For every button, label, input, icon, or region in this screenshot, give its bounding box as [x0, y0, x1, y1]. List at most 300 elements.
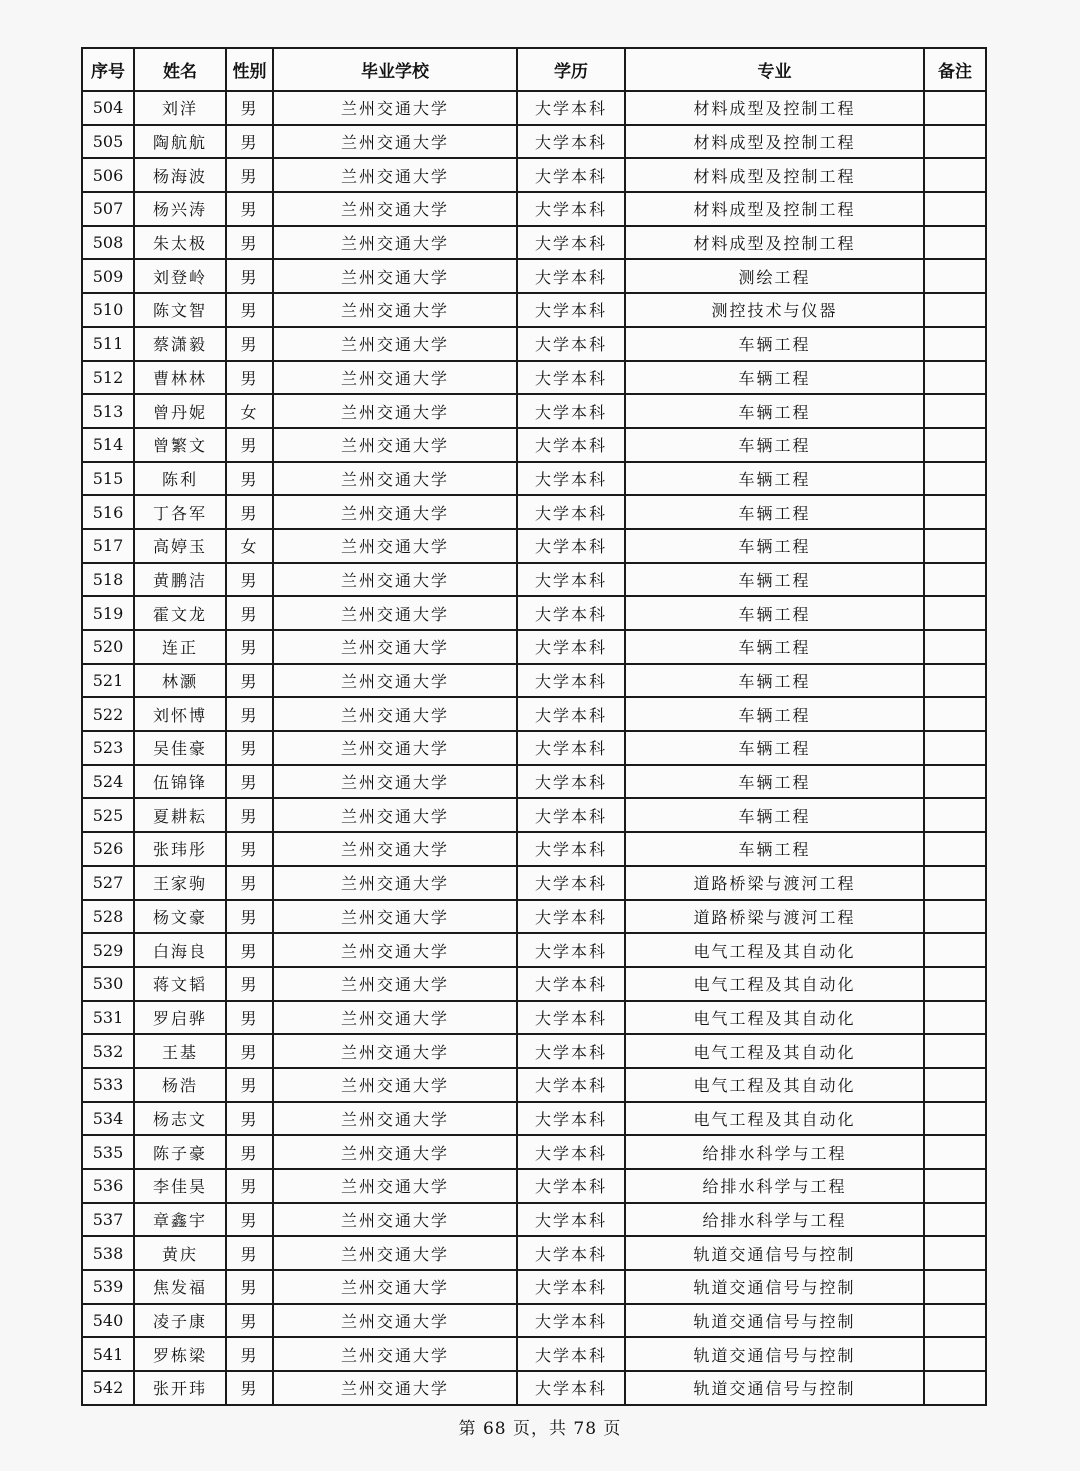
cell-name: 曾丹妮 — [134, 394, 226, 428]
table-row — [82, 293, 986, 327]
cell-school: 兰州交通大学 — [273, 798, 517, 832]
cell-major: 车辆工程 — [625, 832, 924, 866]
cell-index: 536 — [82, 1169, 134, 1203]
cell-remarks — [924, 765, 986, 799]
cell-degree: 大学本科 — [517, 462, 625, 496]
table-row — [82, 327, 986, 361]
cell-gender: 男 — [226, 293, 273, 327]
cell-gender: 男 — [226, 428, 273, 462]
cell-degree: 大学本科 — [517, 158, 625, 192]
table-row — [82, 731, 986, 765]
cell-index: 506 — [82, 158, 134, 192]
cell-school: 兰州交通大学 — [273, 125, 517, 159]
cell-index: 515 — [82, 462, 134, 496]
cell-major: 电气工程及其自动化 — [625, 1034, 924, 1068]
cell-degree: 大学本科 — [517, 259, 625, 293]
table-row — [82, 900, 986, 934]
cell-degree: 大学本科 — [517, 327, 625, 361]
cell-major: 车辆工程 — [625, 630, 924, 664]
page-number: 第 68 页，共 78 页 — [458, 1419, 622, 1439]
cell-major: 测控技术与仪器 — [625, 293, 924, 327]
cell-remarks — [924, 1135, 986, 1169]
cell-degree: 大学本科 — [517, 563, 625, 597]
cell-degree: 大学本科 — [517, 731, 625, 765]
cell-name: 张玮彤 — [134, 832, 226, 866]
cell-index: 524 — [82, 765, 134, 799]
table-row — [82, 361, 986, 395]
header-school: 毕业学校 — [273, 48, 517, 91]
cell-major: 车辆工程 — [625, 697, 924, 731]
cell-major: 车辆工程 — [625, 394, 924, 428]
table-row — [82, 832, 986, 866]
cell-gender: 男 — [226, 967, 273, 1001]
cell-remarks — [924, 563, 986, 597]
cell-school: 兰州交通大学 — [273, 900, 517, 934]
cell-remarks — [924, 697, 986, 731]
cell-degree: 大学本科 — [517, 1169, 625, 1203]
cell-major: 车辆工程 — [625, 327, 924, 361]
cell-school: 兰州交通大学 — [273, 226, 517, 260]
cell-school: 兰州交通大学 — [273, 630, 517, 664]
cell-school: 兰州交通大学 — [273, 832, 517, 866]
cell-school: 兰州交通大学 — [273, 1304, 517, 1338]
cell-major: 给排水科学与工程 — [625, 1203, 924, 1237]
cell-degree: 大学本科 — [517, 1371, 625, 1405]
cell-remarks — [924, 1068, 986, 1102]
cell-school: 兰州交通大学 — [273, 1236, 517, 1270]
cell-name: 杨文豪 — [134, 900, 226, 934]
cell-gender: 男 — [226, 226, 273, 260]
cell-school: 兰州交通大学 — [273, 259, 517, 293]
cell-index: 540 — [82, 1304, 134, 1338]
table-header-row — [82, 48, 986, 91]
cell-gender: 女 — [226, 394, 273, 428]
cell-index: 530 — [82, 967, 134, 1001]
cell-degree: 大学本科 — [517, 293, 625, 327]
table-row — [82, 428, 986, 462]
cell-degree: 大学本科 — [517, 630, 625, 664]
cell-degree: 大学本科 — [517, 697, 625, 731]
roster-table — [81, 47, 987, 1406]
cell-school: 兰州交通大学 — [273, 1102, 517, 1136]
header-index: 序号 — [82, 48, 134, 91]
cell-remarks — [924, 630, 986, 664]
cell-name: 杨兴涛 — [134, 192, 226, 226]
cell-degree: 大学本科 — [517, 1304, 625, 1338]
cell-index: 514 — [82, 428, 134, 462]
cell-remarks — [924, 125, 986, 159]
cell-name: 黄鹏洁 — [134, 563, 226, 597]
cell-remarks — [924, 832, 986, 866]
cell-degree: 大学本科 — [517, 192, 625, 226]
cell-index: 510 — [82, 293, 134, 327]
cell-remarks — [924, 900, 986, 934]
cell-gender: 男 — [226, 596, 273, 630]
cell-gender: 男 — [226, 933, 273, 967]
cell-name: 曾繁文 — [134, 428, 226, 462]
cell-remarks — [924, 1102, 986, 1136]
cell-degree: 大学本科 — [517, 529, 625, 563]
cell-index: 509 — [82, 259, 134, 293]
cell-school: 兰州交通大学 — [273, 866, 517, 900]
table-row — [82, 1135, 986, 1169]
cell-gender: 男 — [226, 192, 273, 226]
cell-major: 给排水科学与工程 — [625, 1169, 924, 1203]
cell-degree: 大学本科 — [517, 1034, 625, 1068]
cell-school: 兰州交通大学 — [273, 731, 517, 765]
cell-name: 林灏 — [134, 664, 226, 698]
table-row — [82, 529, 986, 563]
cell-degree: 大学本科 — [517, 1135, 625, 1169]
cell-remarks — [924, 91, 986, 125]
cell-index: 526 — [82, 832, 134, 866]
cell-remarks — [924, 1203, 986, 1237]
cell-remarks — [924, 394, 986, 428]
cell-school: 兰州交通大学 — [273, 428, 517, 462]
cell-gender: 男 — [226, 1337, 273, 1371]
cell-gender: 男 — [226, 630, 273, 664]
cell-name: 霍文龙 — [134, 596, 226, 630]
cell-degree: 大学本科 — [517, 832, 625, 866]
cell-index: 534 — [82, 1102, 134, 1136]
cell-degree: 大学本科 — [517, 1102, 625, 1136]
cell-index: 537 — [82, 1203, 134, 1237]
cell-gender: 男 — [226, 1371, 273, 1405]
cell-school: 兰州交通大学 — [273, 1068, 517, 1102]
table-row — [82, 866, 986, 900]
cell-index: 520 — [82, 630, 134, 664]
cell-name: 陈文智 — [134, 293, 226, 327]
cell-index: 512 — [82, 361, 134, 395]
cell-school: 兰州交通大学 — [273, 697, 517, 731]
table-row — [82, 495, 986, 529]
cell-degree: 大学本科 — [517, 798, 625, 832]
table-row — [82, 259, 986, 293]
cell-remarks — [924, 1371, 986, 1405]
cell-remarks — [924, 1034, 986, 1068]
cell-school: 兰州交通大学 — [273, 1270, 517, 1304]
cell-major: 材料成型及控制工程 — [625, 91, 924, 125]
table-row — [82, 765, 986, 799]
cell-index: 516 — [82, 495, 134, 529]
cell-remarks — [924, 1001, 986, 1035]
cell-school: 兰州交通大学 — [273, 933, 517, 967]
cell-index: 522 — [82, 697, 134, 731]
cell-index: 527 — [82, 866, 134, 900]
cell-index: 513 — [82, 394, 134, 428]
cell-gender: 男 — [226, 1270, 273, 1304]
table-row — [82, 1371, 986, 1405]
cell-school: 兰州交通大学 — [273, 462, 517, 496]
cell-school: 兰州交通大学 — [273, 158, 517, 192]
table-row — [82, 158, 986, 192]
cell-remarks — [924, 462, 986, 496]
cell-remarks — [924, 1169, 986, 1203]
cell-name: 凌子康 — [134, 1304, 226, 1338]
cell-gender: 男 — [226, 361, 273, 395]
cell-index: 539 — [82, 1270, 134, 1304]
cell-name: 伍锦锋 — [134, 765, 226, 799]
table-row — [82, 798, 986, 832]
cell-name: 陶航航 — [134, 125, 226, 159]
cell-name: 章鑫宇 — [134, 1203, 226, 1237]
cell-remarks — [924, 1236, 986, 1270]
cell-gender: 男 — [226, 563, 273, 597]
cell-remarks — [924, 1304, 986, 1338]
cell-major: 车辆工程 — [625, 495, 924, 529]
cell-gender: 男 — [226, 495, 273, 529]
cell-gender: 男 — [226, 765, 273, 799]
cell-school: 兰州交通大学 — [273, 1203, 517, 1237]
cell-degree: 大学本科 — [517, 91, 625, 125]
cell-name: 丁各军 — [134, 495, 226, 529]
cell-major: 车辆工程 — [625, 462, 924, 496]
cell-major: 材料成型及控制工程 — [625, 192, 924, 226]
cell-gender: 男 — [226, 664, 273, 698]
cell-major: 电气工程及其自动化 — [625, 933, 924, 967]
table-body — [82, 91, 986, 1405]
cell-school: 兰州交通大学 — [273, 529, 517, 563]
header-remarks: 备注 — [924, 48, 986, 91]
cell-name: 焦发福 — [134, 1270, 226, 1304]
cell-major: 测绘工程 — [625, 259, 924, 293]
cell-index: 508 — [82, 226, 134, 260]
cell-degree: 大学本科 — [517, 495, 625, 529]
cell-gender: 男 — [226, 462, 273, 496]
cell-major: 电气工程及其自动化 — [625, 1001, 924, 1035]
cell-school: 兰州交通大学 — [273, 495, 517, 529]
cell-index: 504 — [82, 91, 134, 125]
cell-name: 陈利 — [134, 462, 226, 496]
cell-school: 兰州交通大学 — [273, 563, 517, 597]
cell-gender: 男 — [226, 798, 273, 832]
table-row — [82, 462, 986, 496]
header-name: 姓名 — [134, 48, 226, 91]
cell-degree: 大学本科 — [517, 765, 625, 799]
cell-major: 轨道交通信号与控制 — [625, 1371, 924, 1405]
cell-name: 曹林林 — [134, 361, 226, 395]
cell-name: 王基 — [134, 1034, 226, 1068]
cell-index: 518 — [82, 563, 134, 597]
table-row — [82, 226, 986, 260]
cell-remarks — [924, 866, 986, 900]
cell-school: 兰州交通大学 — [273, 91, 517, 125]
table-row — [82, 1169, 986, 1203]
cell-degree: 大学本科 — [517, 1203, 625, 1237]
table-row — [82, 1270, 986, 1304]
cell-index: 535 — [82, 1135, 134, 1169]
cell-name: 夏耕耘 — [134, 798, 226, 832]
cell-gender: 男 — [226, 1001, 273, 1035]
cell-degree: 大学本科 — [517, 1001, 625, 1035]
cell-index: 521 — [82, 664, 134, 698]
cell-school: 兰州交通大学 — [273, 394, 517, 428]
cell-remarks — [924, 731, 986, 765]
cell-name: 杨志文 — [134, 1102, 226, 1136]
cell-gender: 男 — [226, 1236, 273, 1270]
cell-gender: 男 — [226, 125, 273, 159]
cell-school: 兰州交通大学 — [273, 1001, 517, 1035]
cell-school: 兰州交通大学 — [273, 293, 517, 327]
cell-gender: 女 — [226, 529, 273, 563]
table-row — [82, 697, 986, 731]
cell-index: 507 — [82, 192, 134, 226]
table-row — [82, 91, 986, 125]
cell-school: 兰州交通大学 — [273, 327, 517, 361]
cell-index: 525 — [82, 798, 134, 832]
header-major: 专业 — [625, 48, 924, 91]
cell-name: 罗启骅 — [134, 1001, 226, 1035]
cell-gender: 男 — [226, 866, 273, 900]
cell-name: 黄庆 — [134, 1236, 226, 1270]
cell-name: 蒋文韬 — [134, 967, 226, 1001]
cell-name: 刘洋 — [134, 91, 226, 125]
cell-index: 531 — [82, 1001, 134, 1035]
cell-major: 道路桥梁与渡河工程 — [625, 900, 924, 934]
cell-index: 511 — [82, 327, 134, 361]
cell-degree: 大学本科 — [517, 866, 625, 900]
cell-gender: 男 — [226, 1068, 273, 1102]
cell-remarks — [924, 1337, 986, 1371]
cell-major: 车辆工程 — [625, 765, 924, 799]
cell-degree: 大学本科 — [517, 1068, 625, 1102]
cell-name: 朱太极 — [134, 226, 226, 260]
cell-degree: 大学本科 — [517, 226, 625, 260]
cell-remarks — [924, 259, 986, 293]
table-row — [82, 664, 986, 698]
cell-name: 罗栋梁 — [134, 1337, 226, 1371]
table-row — [82, 394, 986, 428]
cell-degree: 大学本科 — [517, 394, 625, 428]
cell-school: 兰州交通大学 — [273, 1034, 517, 1068]
cell-degree: 大学本科 — [517, 933, 625, 967]
cell-degree: 大学本科 — [517, 1337, 625, 1371]
cell-remarks — [924, 428, 986, 462]
cell-remarks — [924, 529, 986, 563]
cell-gender: 男 — [226, 1135, 273, 1169]
cell-major: 轨道交通信号与控制 — [625, 1337, 924, 1371]
table-row — [82, 1337, 986, 1371]
cell-remarks — [924, 933, 986, 967]
cell-gender: 男 — [226, 1102, 273, 1136]
cell-major: 电气工程及其自动化 — [625, 1068, 924, 1102]
cell-gender: 男 — [226, 1203, 273, 1237]
cell-school: 兰州交通大学 — [273, 1371, 517, 1405]
cell-gender: 男 — [226, 832, 273, 866]
cell-major: 车辆工程 — [625, 664, 924, 698]
cell-name: 连正 — [134, 630, 226, 664]
cell-major: 车辆工程 — [625, 428, 924, 462]
cell-remarks — [924, 664, 986, 698]
cell-major: 车辆工程 — [625, 731, 924, 765]
cell-major: 材料成型及控制工程 — [625, 226, 924, 260]
cell-gender: 男 — [226, 1304, 273, 1338]
cell-school: 兰州交通大学 — [273, 1169, 517, 1203]
cell-gender: 男 — [226, 731, 273, 765]
cell-major: 车辆工程 — [625, 798, 924, 832]
cell-name: 王家驹 — [134, 866, 226, 900]
cell-major: 给排水科学与工程 — [625, 1135, 924, 1169]
header-gender: 性别 — [226, 48, 273, 91]
cell-gender: 男 — [226, 259, 273, 293]
cell-name: 杨海波 — [134, 158, 226, 192]
cell-remarks — [924, 798, 986, 832]
table-row — [82, 1068, 986, 1102]
cell-gender: 男 — [226, 1034, 273, 1068]
cell-school: 兰州交通大学 — [273, 1337, 517, 1371]
cell-index: 533 — [82, 1068, 134, 1102]
cell-remarks — [924, 327, 986, 361]
cell-major: 电气工程及其自动化 — [625, 1102, 924, 1136]
cell-name: 陈子豪 — [134, 1135, 226, 1169]
cell-name: 杨浩 — [134, 1068, 226, 1102]
cell-school: 兰州交通大学 — [273, 664, 517, 698]
cell-remarks — [924, 361, 986, 395]
cell-major: 轨道交通信号与控制 — [625, 1304, 924, 1338]
table-row — [82, 933, 986, 967]
cell-index: 538 — [82, 1236, 134, 1270]
cell-index: 517 — [82, 529, 134, 563]
cell-school: 兰州交通大学 — [273, 596, 517, 630]
cell-gender: 男 — [226, 91, 273, 125]
cell-major: 材料成型及控制工程 — [625, 158, 924, 192]
cell-major: 车辆工程 — [625, 361, 924, 395]
table-row — [82, 563, 986, 597]
table-row — [82, 192, 986, 226]
cell-school: 兰州交通大学 — [273, 1135, 517, 1169]
cell-index: 505 — [82, 125, 134, 159]
cell-remarks — [924, 495, 986, 529]
table-row — [82, 1203, 986, 1237]
table-row — [82, 1102, 986, 1136]
cell-name: 吴佳豪 — [134, 731, 226, 765]
cell-degree: 大学本科 — [517, 900, 625, 934]
cell-remarks — [924, 967, 986, 1001]
table-row — [82, 1304, 986, 1338]
cell-major: 道路桥梁与渡河工程 — [625, 866, 924, 900]
cell-remarks — [924, 1270, 986, 1304]
cell-degree: 大学本科 — [517, 1236, 625, 1270]
table-row — [82, 125, 986, 159]
cell-major: 车辆工程 — [625, 529, 924, 563]
cell-degree: 大学本科 — [517, 125, 625, 159]
cell-remarks — [924, 192, 986, 226]
cell-degree: 大学本科 — [517, 664, 625, 698]
cell-index: 541 — [82, 1337, 134, 1371]
cell-name: 白海良 — [134, 933, 226, 967]
cell-school: 兰州交通大学 — [273, 192, 517, 226]
table-row — [82, 596, 986, 630]
cell-major: 车辆工程 — [625, 563, 924, 597]
cell-remarks — [924, 596, 986, 630]
cell-gender: 男 — [226, 327, 273, 361]
cell-name: 张开玮 — [134, 1371, 226, 1405]
cell-major: 轨道交通信号与控制 — [625, 1270, 924, 1304]
cell-gender: 男 — [226, 900, 273, 934]
cell-name: 刘怀博 — [134, 697, 226, 731]
cell-gender: 男 — [226, 158, 273, 192]
cell-name: 蔡潇毅 — [134, 327, 226, 361]
cell-index: 523 — [82, 731, 134, 765]
cell-degree: 大学本科 — [517, 361, 625, 395]
table-row — [82, 1236, 986, 1270]
cell-index: 542 — [82, 1371, 134, 1405]
cell-school: 兰州交通大学 — [273, 361, 517, 395]
cell-degree: 大学本科 — [517, 428, 625, 462]
table-row — [82, 967, 986, 1001]
cell-school: 兰州交通大学 — [273, 765, 517, 799]
cell-major: 车辆工程 — [625, 596, 924, 630]
